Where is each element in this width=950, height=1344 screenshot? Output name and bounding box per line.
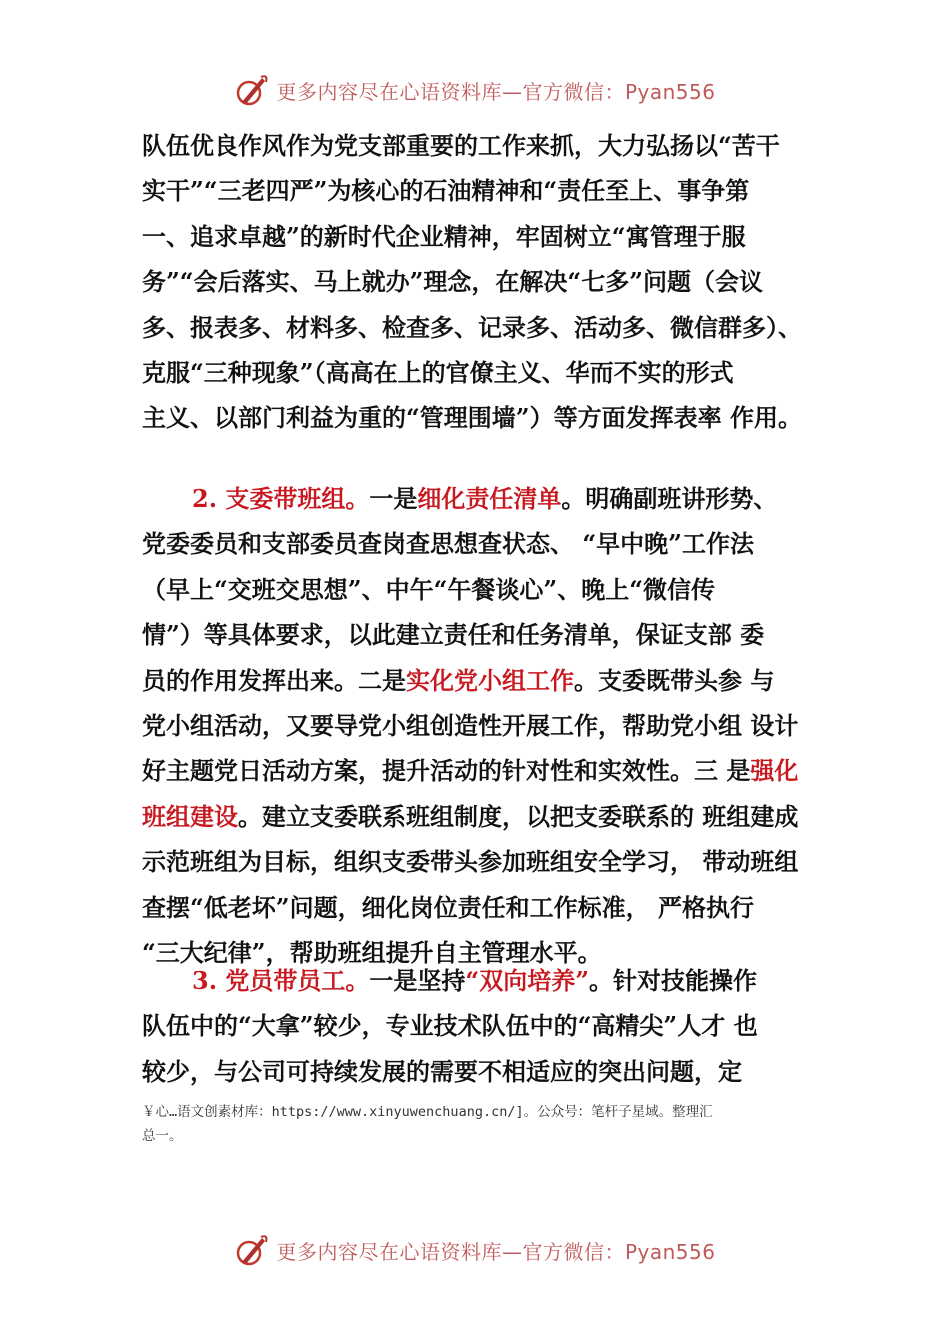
- text-line: 一、追求卓越”的新时代企业精神，牢固树立“寓管理于服: [142, 221, 746, 251]
- footnote-line: 总一。: [142, 1128, 183, 1144]
- text-line: 示范班组为目标，组织支委带头参加班组安全学习， 带动班组: [142, 847, 799, 877]
- quill-logo-icon: [234, 72, 270, 108]
- footnote: [142, 1100, 842, 1148]
- text-line: 实干”“三老四严”为核心的石油精神和“责任至上、事争第: [142, 176, 750, 206]
- text-run: 。针对技能操作: [589, 966, 758, 995]
- text-run: 一是坚持: [369, 966, 466, 995]
- text-line: 多、报表多、材料多、检查多、记录多、活动多、微信群多）、: [142, 312, 802, 342]
- header-banner: [0, 70, 950, 110]
- highlight-text: 实化党小组工作: [406, 665, 574, 695]
- text-line: 党小组活动，又要导党小组创造性开展工作，帮助党小组 设计: [142, 710, 799, 740]
- paragraph-1: [142, 123, 842, 441]
- text-run: 。支委既带头参 与: [574, 665, 775, 695]
- text-line: （早上“交班交思想”、中午“午餐谈心”、晚上“微信传: [142, 574, 716, 604]
- text-line: “三大纪律”，帮助班组提升自主管理水平。: [142, 937, 602, 967]
- text-line: 队伍优良作风作为党支部重要的工作来抓，大力弘扬以“苦干: [142, 131, 780, 160]
- header-banner-text: 更多内容尽在心语资料库—官方微信：Pyan556: [276, 79, 716, 104]
- paragraph-2: [142, 476, 842, 975]
- text-line: [142, 658, 842, 703]
- text-line: 主义、以部门利益为重的“管理围墙”）等方面发挥表率 作用。: [142, 403, 802, 433]
- text-line: [142, 476, 842, 521]
- highlight-text: 班组建设: [142, 801, 238, 831]
- text-run: 。明确副班讲形势、: [561, 484, 778, 513]
- paragraph-3: [142, 958, 842, 1094]
- highlight-text: 强化: [750, 756, 799, 786]
- text-run: 员的作用发挥出来。二是: [142, 665, 406, 695]
- text-run: 一是: [369, 484, 418, 513]
- text-line: [142, 958, 842, 1003]
- footer-banner: [0, 1230, 950, 1270]
- text-line: [142, 794, 842, 839]
- text-line: 党委委员和支部委员查岗查思想查状态、 “早中晚”工作法: [142, 529, 754, 559]
- footnote-line: ￥心…语文创素材库：https://www.xinyuwenchuang.cn/]。公众号：笔杆子星域。整理汇: [142, 1104, 713, 1120]
- footer-banner-text: 更多内容尽在心语资料库—官方微信：Pyan556: [276, 1239, 716, 1264]
- text-line: 较少，与公司可持续发展的需要不相适应的突出问题，定: [142, 1056, 742, 1086]
- text-line: [142, 748, 842, 793]
- section-heading: 2. 支委带班组。: [192, 484, 370, 513]
- text-line: 情”）等具体要求，以此建立责任和任务清单，保证支部 委: [142, 620, 765, 650]
- highlight-text: 细化责任清单: [417, 484, 562, 513]
- section-heading: 3. 党员带员工。: [192, 966, 370, 995]
- quill-logo-icon: [234, 1232, 270, 1268]
- text-run: 。建立支委联系班组制度，以把支委联系的 班组建成: [238, 801, 799, 831]
- text-line: 克服“三种现象”（高高在上的官僚主义、华而不实的形式: [142, 357, 734, 387]
- text-run: 好主题党日活动方案，提升活动的针对性和实效性。三 是: [142, 756, 751, 786]
- highlight-text: “双向培养”: [465, 966, 590, 995]
- text-line: 查摆“低老坏”问题，细化岗位责任和工作标准， 严格执行: [142, 892, 754, 922]
- text-line: 务”“会后落实、马上就办”理念，在解决“七多”问题（会议: [142, 267, 764, 297]
- text-line: 队伍中的“大拿”较少，专业技术队伍中的“高精尖”人才 也: [142, 1011, 758, 1041]
